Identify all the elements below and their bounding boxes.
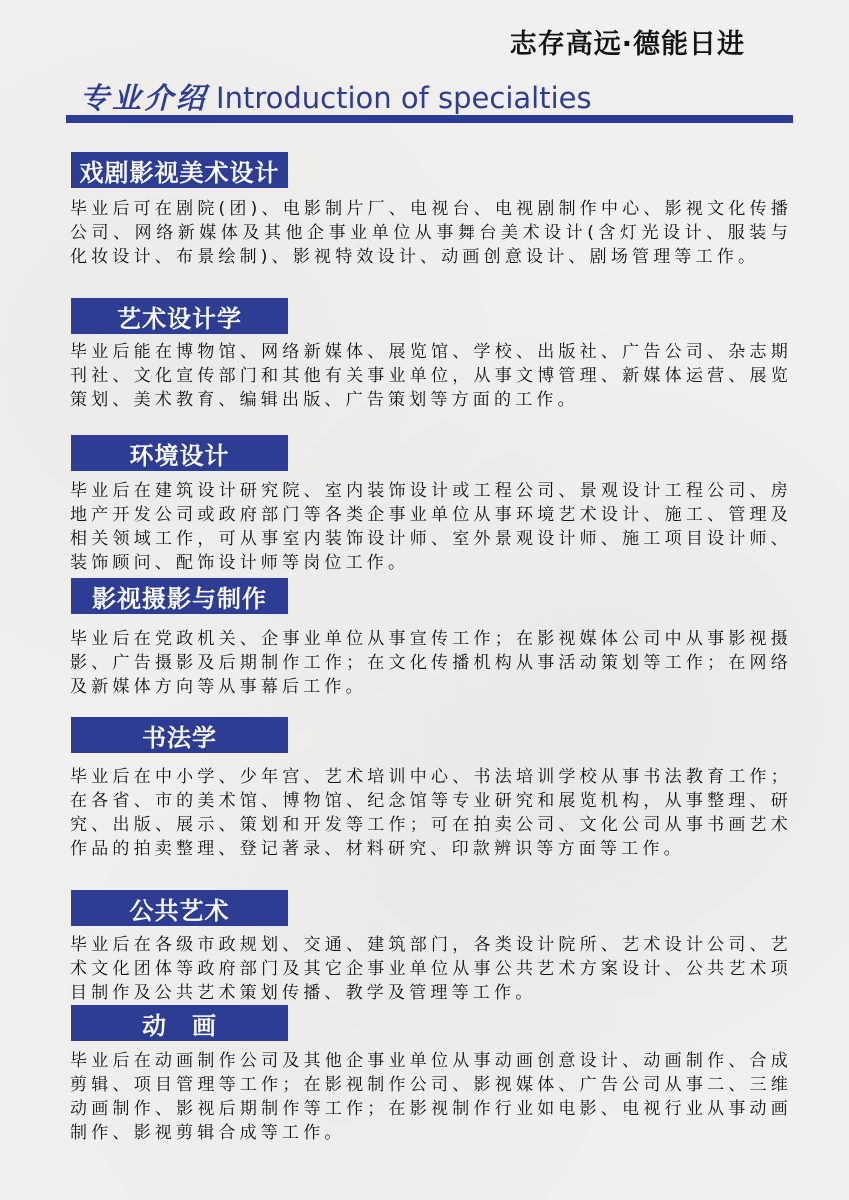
- section-body-stage-film-art-design: 毕业后可在剧院(团)、电影制片厂、电视台、电视剧制作中心、影视文化传播公司、网络新媒体及其他企事业单位从事舞台美术设计(含灯光设计、服装与化妆设计、布景绘制)、影视特效设计、动画创意设计、剧场管理等工作。: [70, 199, 792, 267]
- page-title: [80, 76, 592, 117]
- section-heading-stage-film-art-design: 戏剧影视美术设计: [71, 152, 288, 188]
- section-body-animation: 毕业后在动画制作公司及其他企事业单位从事动画创意设计、动画制作、合成剪辑、项目管理等工作；在影视制作公司、影视媒体、广告公司从事二、三维动画制作、影视后期制作等工作；在影视制作行业如电影、电视行业从事动画制作、影视剪辑合成等工作。: [70, 1051, 792, 1143]
- motto-slogan: 志存高远·德能日进: [509, 29, 745, 60]
- section-heading-animation: 动 画: [71, 1005, 288, 1041]
- section-heading-art-design: 艺术设计学: [71, 298, 288, 334]
- section-body-art-design: 毕业后能在博物馆、网络新媒体、展览馆、学校、出版社、广告公司、杂志期刊社、文化宣传部门和其他有关事业单位，从事文博管理、新媒体运营、展览策划、美术教育、编辑出版、广告策划等方面的工作。: [70, 342, 792, 410]
- header-divider: [66, 115, 793, 123]
- section-body-film-photography: 毕业后在党政机关、企事业单位从事宣传工作；在影视媒体公司中从事影视摄影、广告摄影及后期制作工作；在文化传播机构从事活动策划等工作；在网络及新媒体方向等从事幕后工作。: [70, 629, 792, 697]
- section-body-calligraphy: 毕业后在中小学、少年宫、艺术培训中心、书法培训学校从事书法教育工作；在各省、市的美术馆、博物馆、纪念馆等专业研究和展览机构，从事整理、研究、出版、展示、策划和开发等工作；可在拍卖公司、文化公司从事书画艺术作品的拍卖整理、登记著录、材料研究、印款辨识等方面等工作。: [70, 767, 792, 859]
- page-title-cn: 专业介绍: [80, 81, 209, 115]
- section-body-environmental-design: 毕业后在建筑设计研究院、室内装饰设计或工程公司、景观设计工程公司、房地产开发公司或政府部门等各类企事业单位从事环境艺术设计、施工、管理及相关领域工作，可从事室内装饰设计师、室外景观设计师、施工项目设计师、装饰顾问、配饰设计师等岗位工作。: [70, 481, 792, 573]
- section-heading-film-photography: 影视摄影与制作: [71, 578, 288, 614]
- section-heading-calligraphy: 书法学: [71, 717, 288, 753]
- section-body-public-art: 毕业后在各级市政规划、交通、建筑部门，各类设计院所、艺术设计公司、艺术文化团体等政府部门及其它企事业单位从事公共艺术方案设计、公共艺术项目制作及公共艺术策划传播、教学及管理等工作。: [70, 935, 792, 1003]
- page-title-en: Introduction of specialties: [216, 81, 592, 115]
- section-heading-environmental-design: 环境设计: [71, 435, 288, 471]
- section-heading-public-art: 公共艺术: [71, 890, 288, 926]
